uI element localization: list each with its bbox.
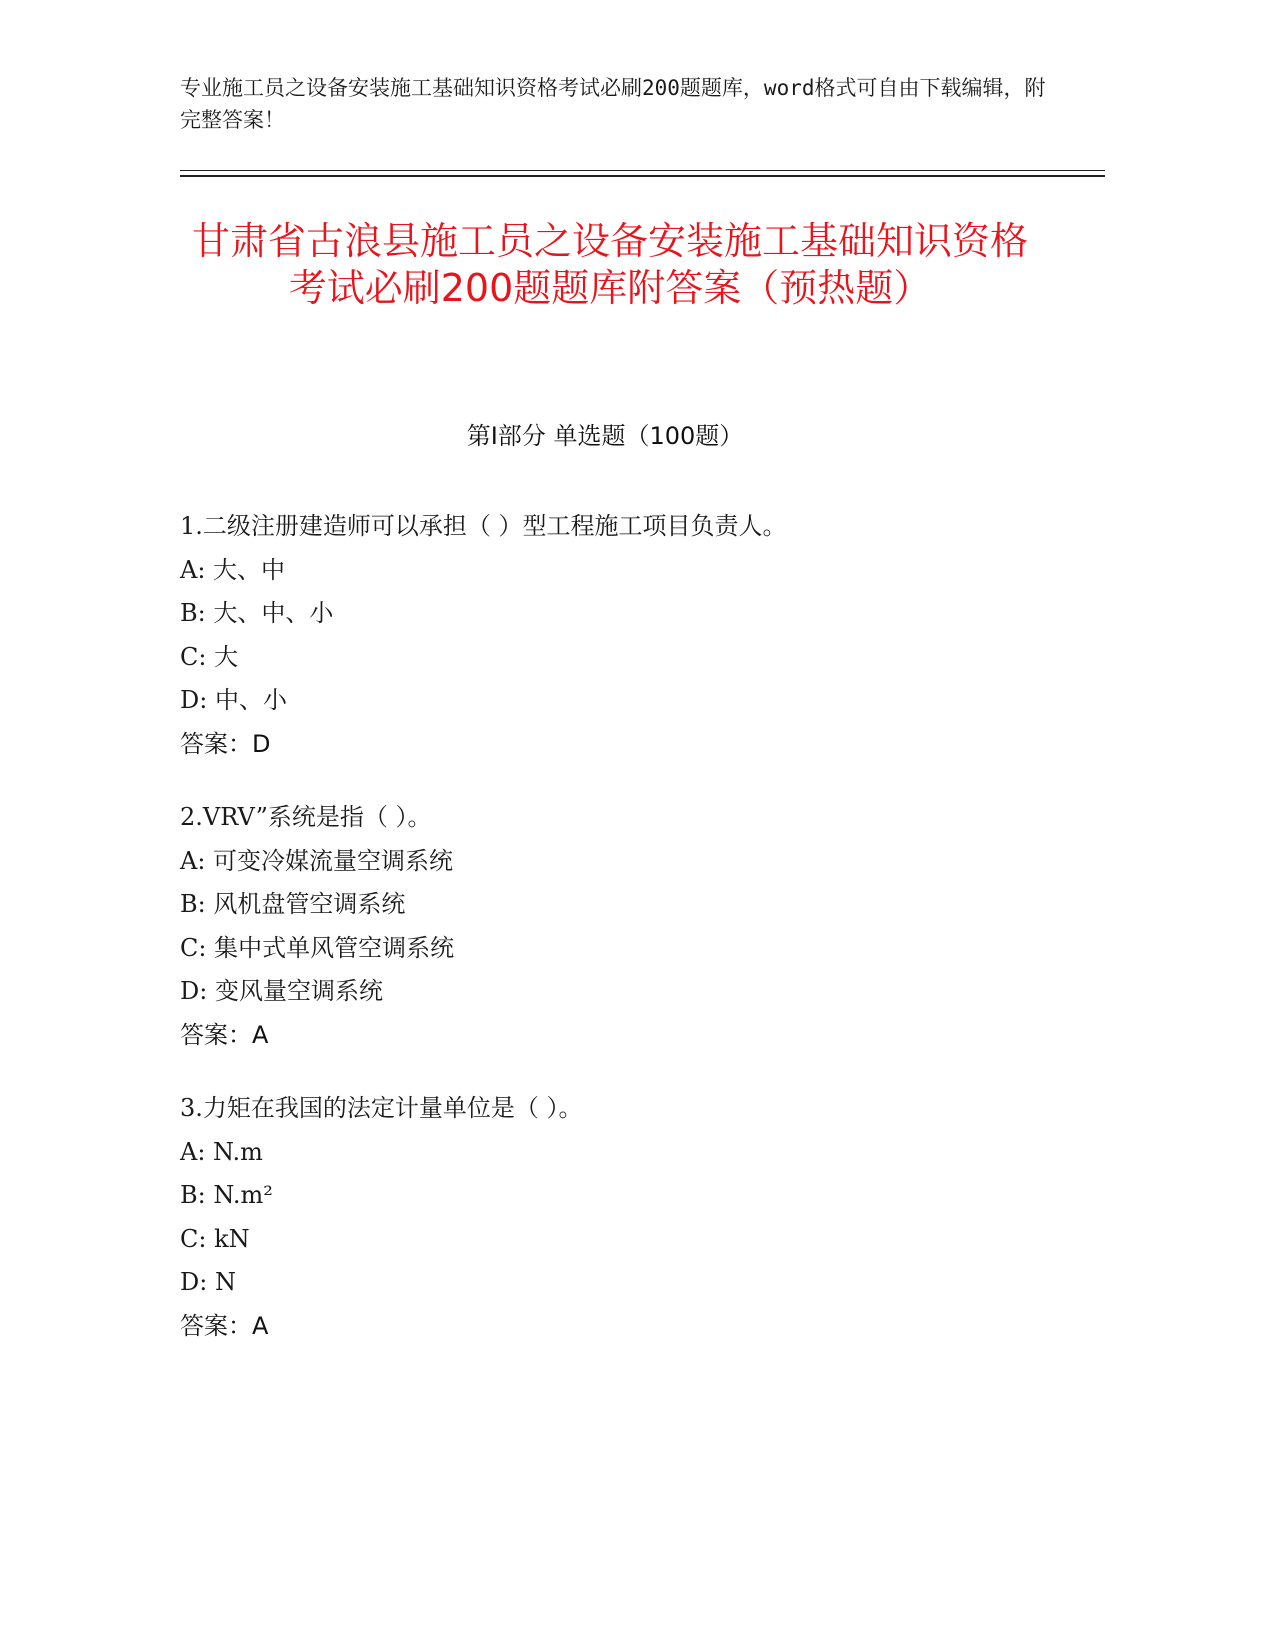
option-d: D: 中、小 xyxy=(180,686,287,714)
section-heading: 第Ⅰ部分 单选题（100题） xyxy=(466,422,744,450)
header-divider-thick xyxy=(180,175,1105,177)
header-divider-thin xyxy=(180,170,1105,171)
question-item xyxy=(180,1087,1100,1348)
answer-value: A xyxy=(252,1311,269,1340)
answer-label: 答案： xyxy=(180,1020,252,1049)
answer-line xyxy=(180,1305,1100,1349)
question-stem: 3.力矩在我国的法定计量单位是（ ）。 xyxy=(180,1094,583,1122)
answer-line xyxy=(180,723,1100,767)
option-d: D: N xyxy=(180,1268,236,1296)
option-c: C: 大 xyxy=(180,642,239,671)
option-a: A: 可变冷媒流量空调系统 xyxy=(180,846,454,875)
option-c: C: kN xyxy=(180,1224,250,1253)
question-stem: 2.VRV”系统是指（ ）。 xyxy=(180,803,432,831)
option-c: C: 集中式单风管空调系统 xyxy=(180,933,455,962)
answer-value: D xyxy=(252,729,271,758)
question-list xyxy=(180,505,1100,1378)
option-a: A: N.m xyxy=(180,1137,263,1166)
question-item xyxy=(180,505,1100,766)
answer-label: 答案： xyxy=(180,729,252,758)
option-d: D: 变风量空调系统 xyxy=(180,977,383,1005)
document-title: 甘肃省古浪县施工员之设备安装施工基础知识资格考试必刷200题题库附答案（预热题） xyxy=(191,219,1028,310)
header-note: 专业施工员之设备安装施工基础知识资格考试必刷200题题库，word格式可自由下载编辑，附完整答案！ xyxy=(180,76,1046,132)
question-item xyxy=(180,796,1100,1057)
option-b: B: N.m² xyxy=(180,1181,273,1209)
option-b: B: 风机盘管空调系统 xyxy=(180,890,406,918)
answer-value: A xyxy=(252,1020,269,1049)
question-stem: 1.二级注册建造师可以承担（ ）型工程施工项目负责人。 xyxy=(180,512,787,540)
answer-label: 答案： xyxy=(180,1311,252,1340)
option-a: A: 大、中 xyxy=(180,555,286,584)
option-b: B: 大、中、小 xyxy=(180,599,334,627)
answer-line xyxy=(180,1014,1100,1058)
